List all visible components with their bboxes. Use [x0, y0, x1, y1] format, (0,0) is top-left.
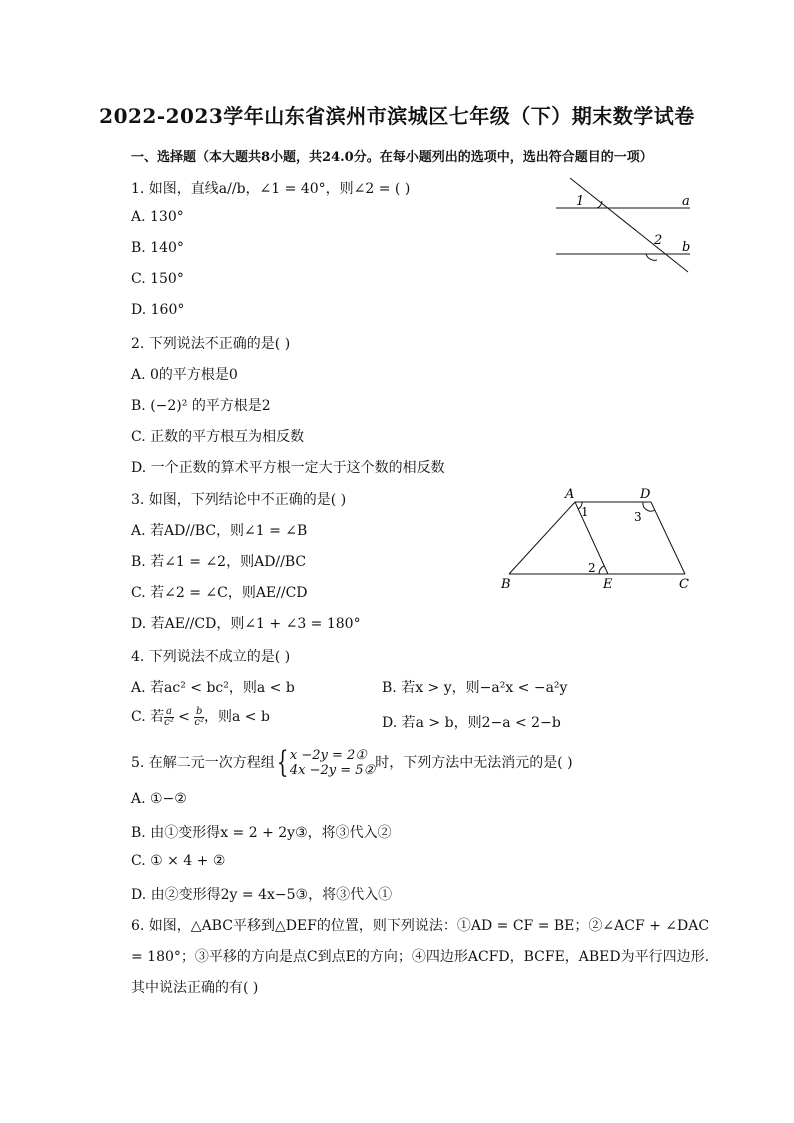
section-heading: 一、选择题（本大题共8小题，共24.0分。在每小题列出的选项中，选出符合题目的一项）: [131, 150, 653, 165]
point-a-label: A: [565, 487, 575, 502]
question-6-line-3: 其中说法正确的有( ): [131, 980, 259, 996]
angle-2-arc: [646, 254, 657, 260]
equation-2: 4x −2y = 5②: [289, 763, 376, 778]
question-5-stem: [131, 745, 573, 780]
question-1-option-a: A. 130°: [131, 209, 184, 225]
point-c-label: C: [679, 577, 689, 592]
question-3-option-d: D. 若AE//CD，则∠1 + ∠3 = 180°: [131, 616, 361, 632]
question-4-option-d: D. 若a > b，则2−a < 2−b: [382, 715, 561, 731]
angle-1-label: 1: [581, 505, 589, 519]
question-5-option-d: D. 由②变形得2y = 4x−5③，将③代入①: [131, 887, 393, 903]
line-a-label: a: [682, 194, 690, 209]
question-5-option-b: B. 由①变形得x = 2 + 2y③，将③代入②: [131, 825, 392, 841]
equation-1: x −2y = 2①: [289, 748, 367, 763]
fraction-a-over-c2: [164, 707, 174, 728]
question-1-option-d: D. 160°: [131, 302, 185, 318]
less-than: <: [173, 709, 195, 725]
question-5-option-c: C. ① × 4 + ②: [131, 853, 226, 869]
fraction-numerator: b: [195, 705, 203, 717]
option-c-suffix: ，则a < b: [203, 709, 270, 725]
line-b-label: b: [682, 240, 691, 255]
angle-2-label: 2: [654, 233, 663, 248]
fraction-denominator: c²: [164, 716, 174, 728]
stem-suffix: 时，下列方法中无法消元的是( ): [375, 755, 573, 771]
page-title: 2022-2023学年山东省滨州市滨城区七年级（下）期末数学试卷: [99, 104, 695, 128]
angle-3-label: 3: [634, 510, 642, 524]
fraction-numerator: a: [165, 705, 172, 717]
brace-symbol: {: [276, 745, 289, 780]
option-c-prefix: C. 若: [131, 709, 165, 725]
angle-2-arc: [599, 566, 604, 574]
question-3-figure: [495, 484, 705, 596]
angle-1-label: 1: [576, 194, 585, 209]
equation-system: [290, 748, 375, 778]
point-d-label: D: [640, 487, 651, 502]
segment-ab: [509, 502, 575, 574]
question-2-option-b: B. (−2)² 的平方根是2: [131, 398, 271, 414]
stem-prefix: 5. 在解二元一次方程组: [131, 755, 275, 771]
question-2-option-c: C. 正数的平方根互为相反数: [131, 429, 305, 445]
point-b-label: B: [501, 577, 511, 592]
question-4-option-c: [131, 706, 270, 728]
question-3-stem: 3. 如图，下列结论中不正确的是( ): [131, 492, 347, 508]
question-6-line-1: 6. 如图，△ABC平移到△DEF的位置，则下列说法：①AD = CF = BE；②∠ACF + ∠DAC: [131, 918, 710, 934]
question-4-option-a: A. 若ac² < bc²，则a < b: [131, 680, 295, 696]
question-2-option-d: D. 一个正数的算术平方根一定大于这个数的相反数: [131, 460, 445, 476]
question-2-stem: 2. 下列说法不正确的是( ): [131, 336, 291, 352]
question-4-option-b: B. 若x > y，则−a²x < −a²y: [382, 680, 568, 696]
question-3-option-a: A. 若AD//BC，则∠1 = ∠B: [131, 523, 308, 539]
question-1-option-b: B. 140°: [131, 240, 184, 256]
question-1-option-c: C. 150°: [131, 271, 184, 287]
question-1-stem: 1. 如图，直线a//b，∠1 = 40°，则∠2 = ( ): [131, 181, 411, 197]
fraction-b-over-c2: [194, 707, 204, 728]
fraction-denominator: c²: [194, 716, 204, 728]
question-3-option-b: B. 若∠1 = ∠2，则AD//BC: [131, 554, 307, 570]
question-4-stem: 4. 下列说法不成立的是( ): [131, 649, 291, 665]
question-5-option-a: A. ①−②: [131, 791, 187, 807]
question-3-option-c: C. 若∠2 = ∠C，则AE//CD: [131, 585, 308, 601]
segment-dc: [651, 502, 685, 574]
question-1-figure: [550, 172, 700, 282]
point-e-label: E: [603, 577, 613, 592]
question-2-option-a: A. 0的平方根是0: [131, 367, 238, 383]
transversal: [570, 178, 691, 272]
angle-2-label: 2: [588, 561, 596, 575]
question-6-line-2: = 180°；③平移的方向是点C到点E的方向；④四边形ACFD，BCFE，ABED为平行四边形.: [131, 949, 710, 965]
